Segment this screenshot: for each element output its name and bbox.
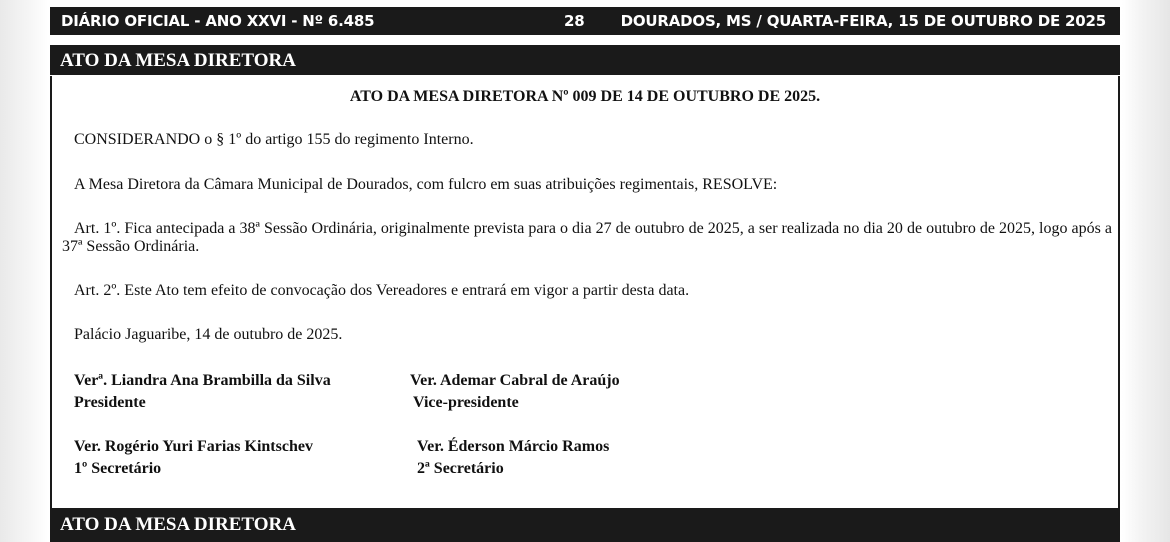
paragraph-considerando: CONSIDERANDO o § 1º do artigo 155 do regimento Interno. [74,131,474,148]
paragraph-resolve: A Mesa Diretora da Câmara Municipal de Dourados, com fulcro em suas atribuições regimentais, RESOLVE: [74,176,778,193]
gazette-edition: DIÁRIO OFICIAL - ANO XXVI - Nº 6.485 [61,12,375,30]
gazette-date-location: DOURADOS, MS / QUARTA-FEIRA, 15 DE OUTUBRO DE 2025 [620,12,1106,30]
signature-vice-president [410,370,620,414]
document-box [50,76,1120,508]
section-title: ATO DA MESA DIRETORA [50,45,1120,75]
page-number: 28 [564,12,585,30]
signature-name: Ver. Éderson Márcio Ramos [417,438,610,455]
gazette-header-bar [50,7,1120,35]
paragraph-art-1: Art. 1º. Fica antecipada a 38ª Sessão Ordinária, originalmente prevista para o dia 27 de outubro de 2025, a ser realizada no dia 20 de outubro de 2025, logo após a 37ª Sessão Ordinária. [62,220,1112,255]
signature-role: 1º Secretário [74,460,162,477]
next-section-title: ATO DA MESA DIRETORA [50,508,1120,542]
signature-role: Presidente [74,394,146,411]
signature-name: Ver. Ademar Cabral de Araújo [410,372,620,389]
signature-role: Vice-presidente [413,394,519,411]
paragraph-place-date: Palácio Jaguaribe, 14 de outubro de 2025. [74,326,343,343]
signature-president [74,370,331,414]
signature-role: 2ª Secretário [417,460,504,477]
signature-first-secretary [74,436,313,480]
signature-name: Ver. Rogério Yuri Farias Kintschev [74,438,313,455]
paragraph-art-2: Art. 2º. Este Ato tem efeito de convocação dos Vereadores e entrará em vigor a partir desta data. [74,282,690,299]
document-title: ATO DA MESA DIRETORA Nº 009 DE 14 DE OUTUBRO DE 2025. [349,88,821,105]
signature-name: Verª. Liandra Ana Brambilla da Silva [74,372,331,389]
signature-second-secretary [417,436,609,480]
